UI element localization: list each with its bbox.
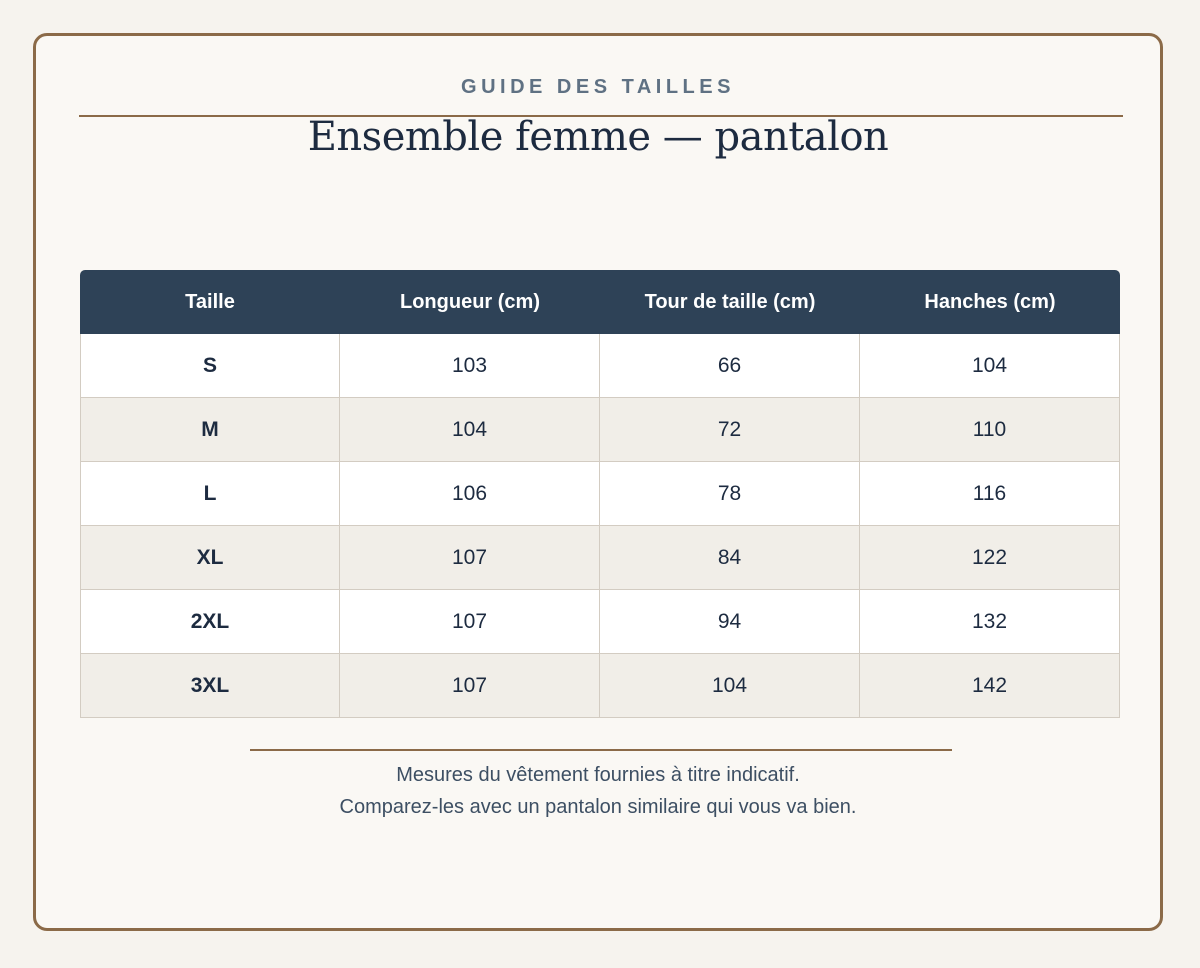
waist-cell: 66: [600, 334, 860, 398]
page-title: Ensemble femme — pantalon: [307, 114, 889, 160]
size-guide-card: [33, 33, 1163, 931]
footer-note-indicative: Mesures du vêtement fournies à titre indicatif.: [396, 764, 800, 786]
hips-cell: 122: [860, 526, 1120, 590]
hips-cell: 132: [860, 590, 1120, 654]
table-row: [80, 654, 1120, 718]
size-cell: M: [80, 398, 340, 462]
length-cell: 107: [340, 590, 600, 654]
waist-cell: 94: [600, 590, 860, 654]
hips-cell: 110: [860, 398, 1120, 462]
size-cell: S: [80, 334, 340, 398]
table-row: [80, 398, 1120, 462]
hips-cell: 142: [860, 654, 1120, 718]
waist-cell: 84: [600, 526, 860, 590]
column-header-length: Longueur (cm): [340, 270, 600, 334]
length-cell: 106: [340, 462, 600, 526]
size-table: [80, 270, 1120, 718]
size-cell: XL: [80, 526, 340, 590]
hips-cell: 104: [860, 334, 1120, 398]
waist-cell: 78: [600, 462, 860, 526]
length-cell: 107: [340, 654, 600, 718]
table-header-row: [80, 270, 1120, 334]
length-cell: 104: [340, 398, 600, 462]
section-kicker: GUIDE DES TAILLES: [461, 76, 735, 98]
footer-divider: [250, 749, 952, 751]
table-row: [80, 590, 1120, 654]
waist-cell: 72: [600, 398, 860, 462]
table-row: [80, 462, 1120, 526]
length-cell: 103: [340, 334, 600, 398]
length-cell: 107: [340, 526, 600, 590]
column-header-hips: Hanches (cm): [860, 270, 1120, 334]
size-cell: 2XL: [80, 590, 340, 654]
size-cell: L: [80, 462, 340, 526]
footer-note-compare: Comparez-les avec un pantalon similaire qui vous va bien.: [339, 796, 857, 818]
table-row: [80, 526, 1120, 590]
waist-cell: 104: [600, 654, 860, 718]
hips-cell: 116: [860, 462, 1120, 526]
column-header-size: Taille: [80, 270, 340, 334]
table-row: [80, 334, 1120, 398]
size-cell: 3XL: [80, 654, 340, 718]
column-header-waist: Tour de taille (cm): [600, 270, 860, 334]
